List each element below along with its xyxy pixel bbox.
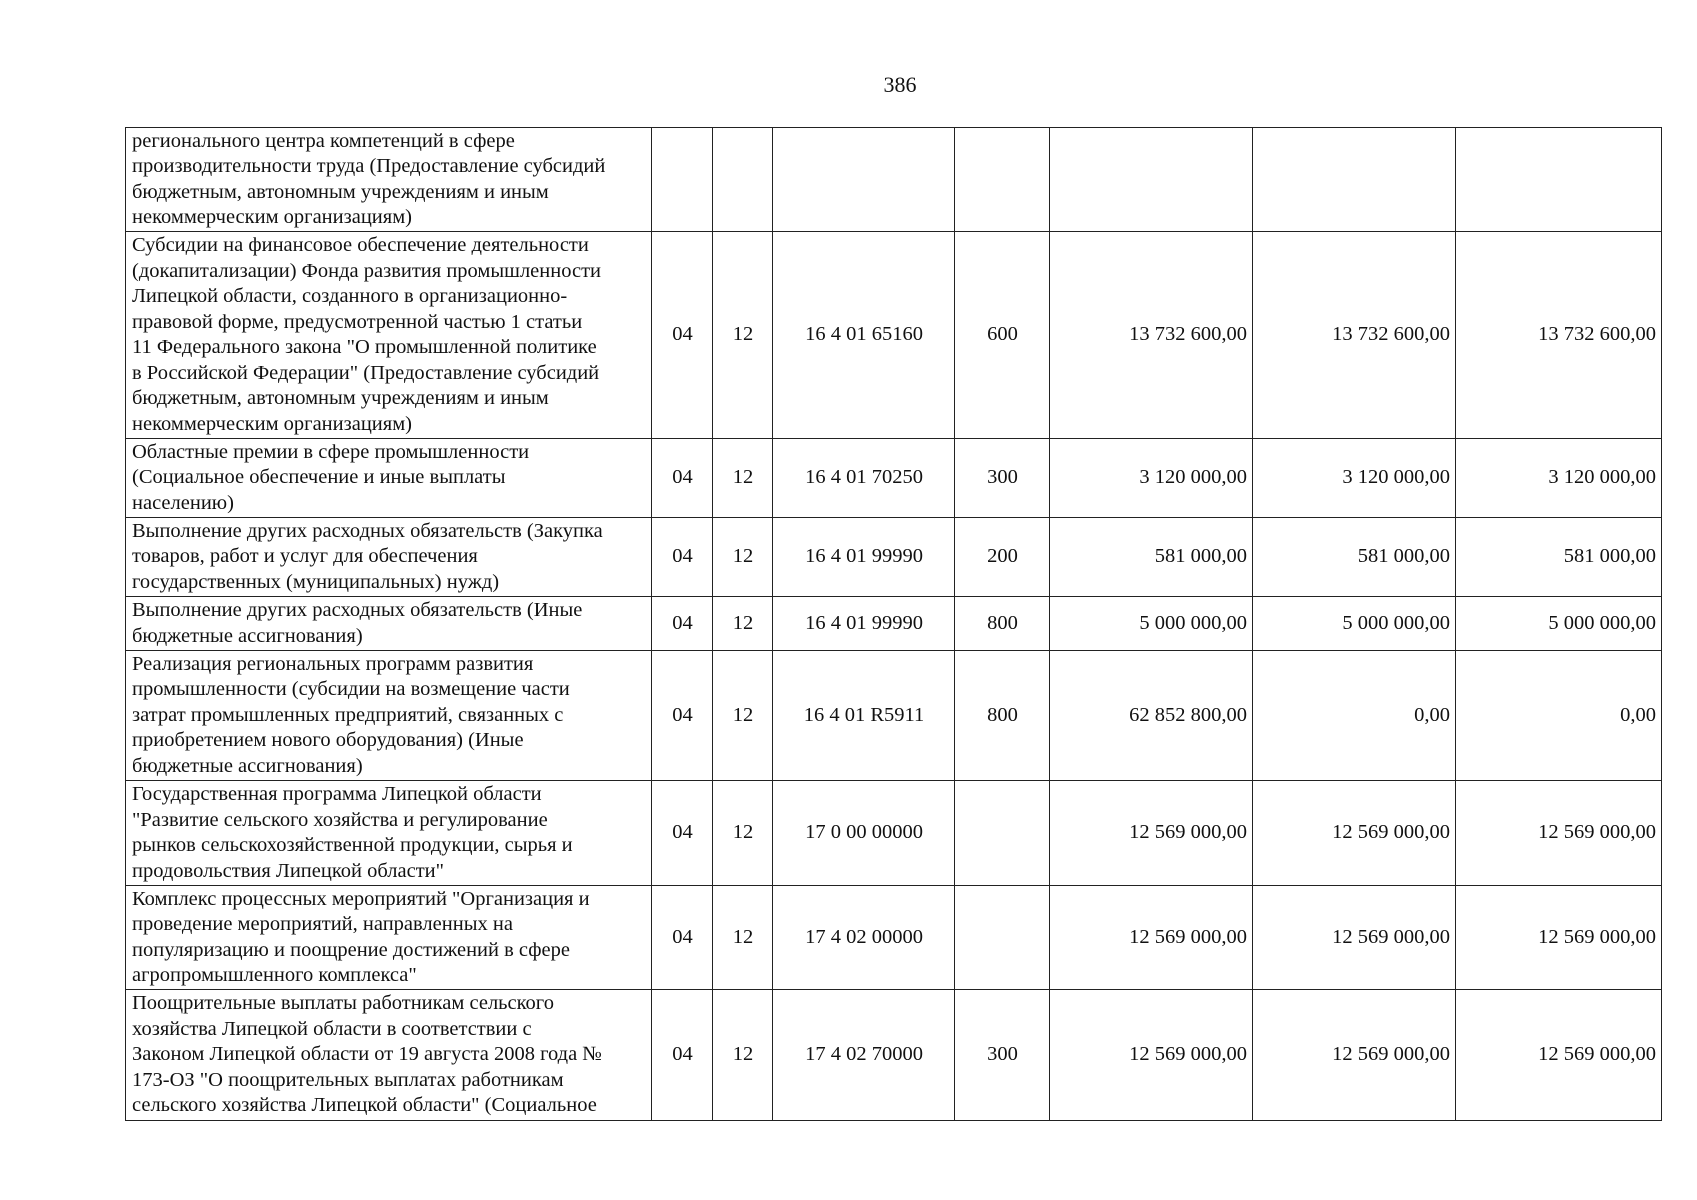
target-article-code: 17 0 00 00000 — [773, 781, 955, 886]
expense-type-code — [955, 781, 1050, 886]
amount-year-1: 5 000 000,00 — [1050, 597, 1253, 651]
row-description: Выполнение других расходных обязательств (Иные бюджетные ассигнования) — [126, 597, 652, 651]
table-row — [126, 886, 1662, 990]
amount-year-3: 581 000,00 — [1456, 518, 1662, 597]
table-row — [126, 232, 1662, 439]
amount-year-2: 12 569 000,00 — [1253, 990, 1456, 1121]
table-row — [126, 781, 1662, 886]
amount-year-2: 0,00 — [1253, 651, 1456, 781]
amount-year-1: 62 852 800,00 — [1050, 651, 1253, 781]
target-article-code: 17 4 02 70000 — [773, 990, 955, 1121]
target-article-code: 16 4 01 99990 — [773, 597, 955, 651]
subsection-code: 12 — [713, 597, 773, 651]
amount-year-1: 581 000,00 — [1050, 518, 1253, 597]
section-code: 04 — [652, 597, 713, 651]
amount-year-3: 13 732 600,00 — [1456, 232, 1662, 439]
section-code: 04 — [652, 781, 713, 886]
row-description: Выполнение других расходных обязательств (Закупка товаров, работ и услуг для обеспечения государственных (муниципальных) нужд) — [126, 518, 652, 597]
expense-type-code — [955, 886, 1050, 990]
amount-year-3: 0,00 — [1456, 651, 1662, 781]
amount-year-1: 13 732 600,00 — [1050, 232, 1253, 439]
amount-year-2: 3 120 000,00 — [1253, 439, 1456, 518]
row-description: Комплекс процессных мероприятий "Организация и проведение мероприятий, направленных на популяризацию и поощрение достижений в сфере агропромышленного комплекса" — [126, 886, 652, 990]
subsection-code: 12 — [713, 886, 773, 990]
section-code: 04 — [652, 439, 713, 518]
amount-year-2: 12 569 000,00 — [1253, 886, 1456, 990]
amount-year-3: 3 120 000,00 — [1456, 439, 1662, 518]
section-code — [652, 128, 713, 232]
amount-year-1: 12 569 000,00 — [1050, 781, 1253, 886]
row-description: Реализация региональных программ развития промышленности (субсидии на возмещение части затрат промышленных предприятий, связанных с приобретением нового оборудования) (Иные бюджетные ассигнования) — [126, 651, 652, 781]
expense-type-code: 800 — [955, 597, 1050, 651]
subsection-code — [713, 128, 773, 232]
amount-year-2: 5 000 000,00 — [1253, 597, 1456, 651]
subsection-code: 12 — [713, 232, 773, 439]
target-article-code: 16 4 01 65160 — [773, 232, 955, 439]
row-description: Областные премии в сфере промышленности (Социальное обеспечение и иные выплаты населению) — [126, 439, 652, 518]
section-code: 04 — [652, 518, 713, 597]
expense-type-code: 800 — [955, 651, 1050, 781]
subsection-code: 12 — [713, 439, 773, 518]
section-code: 04 — [652, 886, 713, 990]
target-article-code: 16 4 01 70250 — [773, 439, 955, 518]
amount-year-3: 12 569 000,00 — [1456, 781, 1662, 886]
amount-year-1: 12 569 000,00 — [1050, 886, 1253, 990]
expense-type-code: 600 — [955, 232, 1050, 439]
expense-type-code: 200 — [955, 518, 1050, 597]
target-article-code — [773, 128, 955, 232]
amount-year-3: 12 569 000,00 — [1456, 990, 1662, 1121]
expense-type-code: 300 — [955, 990, 1050, 1121]
expense-type-code: 300 — [955, 439, 1050, 518]
amount-year-3: 12 569 000,00 — [1456, 886, 1662, 990]
target-article-code: 17 4 02 00000 — [773, 886, 955, 990]
target-article-code: 16 4 01 R5911 — [773, 651, 955, 781]
subsection-code: 12 — [713, 781, 773, 886]
amount-year-3 — [1456, 128, 1662, 232]
amount-year-1: 12 569 000,00 — [1050, 990, 1253, 1121]
table-row — [126, 990, 1662, 1121]
amount-year-2: 581 000,00 — [1253, 518, 1456, 597]
amount-year-2 — [1253, 128, 1456, 232]
row-description: Субсидии на финансовое обеспечение деятельности (докапитализации) Фонда развития промышленности Липецкой области, созданного в организационно- правовой форме, предусмотренной частью 1 статьи 11 Федерального закона "О промышленной политике в Российской Федерации" (Предоставление субсидий бюджетным, автономным учреждениям и иным некоммерческим организациям) — [126, 232, 652, 439]
table-row — [126, 128, 1662, 232]
table-row — [126, 439, 1662, 518]
budget-table — [125, 127, 1662, 1121]
row-description: регионального центра компетенций в сфере производительности труда (Предоставление субсидий бюджетным, автономным учреждениям и иным некоммерческим организациям) — [126, 128, 652, 232]
table-row — [126, 651, 1662, 781]
subsection-code: 12 — [713, 518, 773, 597]
section-code: 04 — [652, 232, 713, 439]
subsection-code: 12 — [713, 990, 773, 1121]
table-row — [126, 518, 1662, 597]
table-row — [126, 597, 1662, 651]
amount-year-2: 13 732 600,00 — [1253, 232, 1456, 439]
target-article-code: 16 4 01 99990 — [773, 518, 955, 597]
amount-year-3: 5 000 000,00 — [1456, 597, 1662, 651]
section-code: 04 — [652, 990, 713, 1121]
amount-year-1 — [1050, 128, 1253, 232]
expense-type-code — [955, 128, 1050, 232]
page-number: 386 — [883, 72, 917, 97]
amount-year-1: 3 120 000,00 — [1050, 439, 1253, 518]
section-code: 04 — [652, 651, 713, 781]
amount-year-2: 12 569 000,00 — [1253, 781, 1456, 886]
row-description: Государственная программа Липецкой области "Развитие сельского хозяйства и регулирование рынков сельскохозяйственной продукции, сырья и продовольствия Липецкой области" — [126, 781, 652, 886]
row-description: Поощрительные выплаты работникам сельского хозяйства Липецкой области в соответствии с Законом Липецкой области от 19 августа 2008 года № 173-ОЗ "О поощрительных выплатах работникам сельского хозяйства Липецкой области" (Социальное — [126, 990, 652, 1121]
subsection-code: 12 — [713, 651, 773, 781]
